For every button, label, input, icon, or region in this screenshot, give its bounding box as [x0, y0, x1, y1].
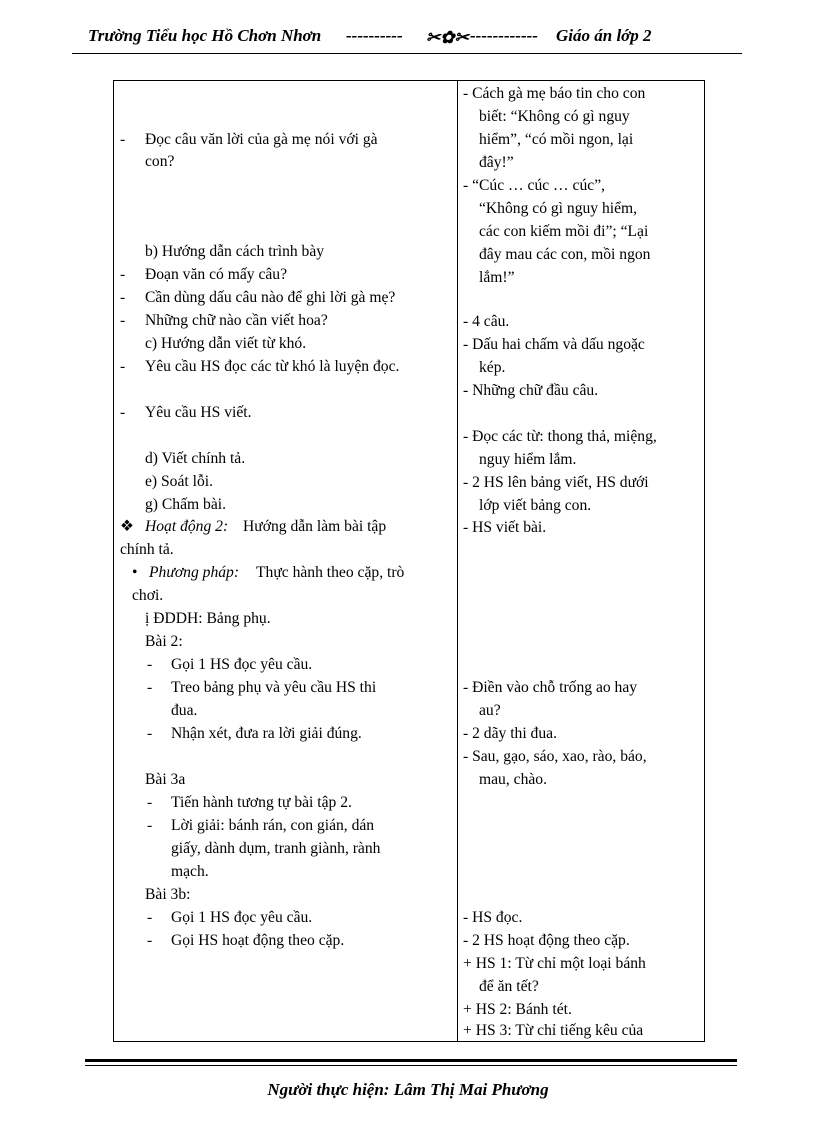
- text-line: hiểm”, “có mồi ngon, lại: [479, 131, 634, 148]
- text-line: - Đọc các từ: thong thả, miệng,: [463, 428, 657, 445]
- text-line: - 2 dãy thi đua.: [463, 725, 557, 742]
- text-line: kép.: [479, 359, 506, 376]
- text-line: Treo bảng phụ và yêu cầu HS thi: [171, 679, 377, 696]
- text-line: - Cách gà mẹ báo tin cho con: [463, 85, 646, 102]
- header-rule: [72, 53, 742, 54]
- bullet: -: [120, 131, 126, 148]
- text-line: - Điền vào chỗ trống ao hay: [463, 679, 638, 696]
- section-heading: d) Viết chính tả.: [145, 450, 246, 467]
- bullet: -: [147, 725, 153, 742]
- text-line: Cần dùng dấu câu nào để ghi lời gà mẹ?: [145, 289, 396, 306]
- text-line: đua.: [171, 702, 198, 719]
- text-line: Đọc câu văn lời của gà mẹ nói với gà: [145, 131, 378, 148]
- header-dashes-left: ----------: [346, 26, 403, 45]
- text-line: - 2 HS hoạt động theo cặp.: [463, 932, 630, 949]
- grade-label: Giáo án lớp 2: [556, 26, 652, 45]
- section-heading: c) Hướng dẫn viết từ khó.: [145, 335, 307, 352]
- method-text: Thực hành theo cặp, trò: [256, 564, 405, 581]
- footer-rule-thin: [85, 1065, 737, 1066]
- bullet: -: [120, 404, 126, 421]
- bullet: -: [147, 794, 153, 811]
- text-line: biết: “Không có gì nguy: [479, 108, 630, 125]
- text-line: lắm!”: [479, 269, 515, 286]
- section-heading: e) Soát lỗi.: [145, 473, 213, 490]
- text-line: Gọi 1 HS đọc yêu cầu.: [171, 656, 313, 673]
- text-line: - Những chữ đầu câu.: [463, 382, 599, 399]
- text-line: giấy, dành dụm, tranh giành, rành: [171, 840, 381, 857]
- header-ornament-icon: ✂✿✂: [426, 28, 469, 47]
- text-line: lớp viết bảng con.: [479, 497, 592, 514]
- column-divider: [457, 81, 458, 1041]
- exercise-heading: Bài 3a: [145, 771, 186, 788]
- text-line: + HS 3: Từ chỉ tiếng kêu của: [463, 1022, 644, 1039]
- diamond-bullet-icon: ❖: [120, 518, 134, 535]
- bullet: -: [147, 679, 153, 696]
- text-line: + HS 1: Từ chỉ một loại bánh: [463, 955, 646, 972]
- text-line: Yêu cầu HS viết.: [145, 404, 252, 421]
- text-line: - Sau, gạo, sáo, xao, rào, báo,: [463, 748, 647, 765]
- activity-title: Hướng dẫn làm bài tập: [243, 518, 387, 535]
- bullet: -: [147, 817, 153, 834]
- method-label: Phương pháp:: [149, 564, 240, 581]
- text-line: mạch.: [171, 863, 209, 880]
- text-line: các con kiếm mồi đi”; “Lại: [479, 223, 649, 240]
- lesson-table: [113, 80, 705, 1042]
- dot-bullet-icon: •: [132, 564, 138, 581]
- equipment-line: ị ĐDDH: Bảng phụ.: [145, 610, 271, 627]
- text-line: con?: [145, 153, 175, 170]
- text-line: mau, chào.: [479, 771, 547, 788]
- bullet: -: [120, 358, 126, 375]
- text-line: Tiến hành tương tự bài tập 2.: [171, 794, 352, 811]
- text-line: - HS viết bài.: [463, 519, 547, 536]
- school-name: Trường Tiểu học Hồ Chơn Nhơn: [88, 26, 322, 45]
- section-heading: b) Hướng dẫn cách trình bày: [145, 243, 325, 260]
- text-line: Lời giải: bánh rán, con gián, dán: [171, 817, 375, 834]
- text-line: - Dấu hai chấm và dấu ngoặc: [463, 336, 645, 353]
- bullet: -: [120, 266, 126, 283]
- page-header: [88, 26, 728, 52]
- footer-rule-thick: [85, 1059, 737, 1062]
- text-line: “Không có gì nguy hiểm,: [479, 200, 638, 217]
- header-dashes-right: ------------: [470, 26, 538, 45]
- text-line: - HS đọc.: [463, 909, 523, 926]
- text-line: đây!”: [479, 154, 514, 171]
- text-line: Đoạn văn có mấy câu?: [145, 266, 288, 283]
- text-line: để ăn tết?: [479, 978, 539, 995]
- section-heading: g) Chấm bài.: [145, 496, 226, 513]
- exercise-heading: Bài 3b:: [145, 886, 191, 903]
- text-line: - “Cúc … cúc … cúc”,: [463, 177, 606, 194]
- bullet: -: [120, 289, 126, 306]
- text-line: au?: [479, 702, 501, 719]
- text-line: Yêu cầu HS đọc các từ khó là luyện đọc.: [145, 358, 400, 375]
- text-line: Gọi HS hoạt động theo cặp.: [171, 932, 345, 949]
- text-line: Gọi 1 HS đọc yêu cầu.: [171, 909, 313, 926]
- exercise-heading: Bài 2:: [145, 633, 183, 650]
- text-line: nguy hiểm lắm.: [479, 451, 577, 468]
- footer-author: Người thực hiện: Lâm Thị Mai Phương: [267, 1080, 549, 1099]
- method-text-cont: chơi.: [132, 587, 164, 604]
- text-line: đây mau các con, mồi ngon: [479, 246, 651, 263]
- text-line: Nhận xét, đưa ra lời giải đúng.: [171, 725, 362, 742]
- bullet: -: [147, 656, 153, 673]
- text-line: - 4 câu.: [463, 313, 510, 330]
- bullet: -: [120, 312, 126, 329]
- text-line: - 2 HS lên bảng viết, HS dưới: [463, 474, 649, 491]
- text-line: + HS 2: Bánh tét.: [463, 1001, 572, 1018]
- bullet: -: [147, 932, 153, 949]
- bullet: -: [147, 909, 153, 926]
- activity-title-cont: chính tả.: [120, 541, 174, 558]
- activity-label: Hoạt động 2:: [145, 518, 229, 535]
- text-line: Những chữ nào cần viết hoa?: [145, 312, 328, 329]
